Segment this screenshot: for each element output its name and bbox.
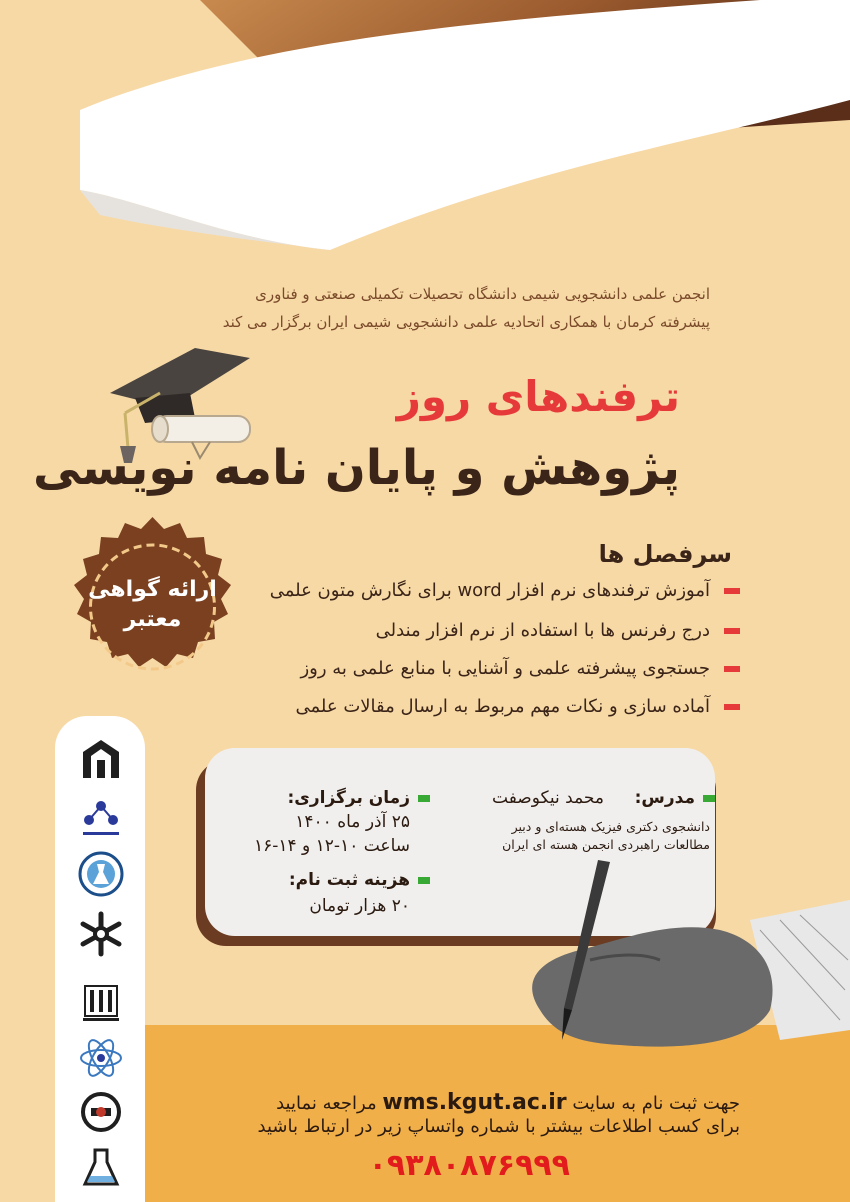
instructor-name: محمد نیکوصفت [492,788,604,808]
chapter-item [376,620,740,641]
event-hours: ساعت ۱۰-۱۲ و ۱۴-۱۶ [253,836,410,856]
registration-site-link[interactable]: wms.kgut.ac.ir [382,1090,567,1115]
intro-line-2: پیشرفته کرمان با همکاری اتحادیه علمی دانشجویی شیمی ایران برگزار می کند [222,313,710,331]
bullet-dash-icon [724,666,740,672]
registration-line-1 [276,1090,740,1115]
intro-text [150,280,710,336]
sponsor-logo-sidebar [55,716,145,1202]
title-line-1: ترفندهای روز [396,372,680,421]
snowflake-emblem-logo-icon [77,910,125,958]
hand-writing-pen-icon [500,860,850,1060]
chapter-text: درج رفرنس ها با استفاده از نرم افزار مندلی [375,620,710,641]
instructor-bio-line-1: دانشجوی دکتری فیزیک هسته‌ای و دبیر [511,819,710,834]
instructor-label-text: مدرس: [634,788,695,808]
registration-line-2: برای کسب اطلاعات بیشتر با شماره واتساپ زیر در ارتباط باشید [257,1116,740,1137]
fee-label [289,870,430,890]
kgut-university-logo-icon [77,734,125,782]
bullet-dash-icon [724,588,740,594]
bullet-dash-icon [724,704,740,710]
circle-emblem-logo-icon [77,1088,125,1136]
time-label-text: زمان برگزاری: [287,788,410,808]
atom-logo-icon [77,1034,125,1082]
registration-prefix: جهت ثبت نام به سایت [572,1093,740,1114]
chapters-heading: سرفصل ها [598,540,732,568]
chapter-item [296,696,740,717]
seal-line-2: معتبر [123,607,182,632]
event-date: ۲۵ آذر ماه ۱۴۰۰ [295,812,410,832]
library-building-logo-icon [77,978,125,1026]
bullet-square-icon [703,795,715,802]
instructor-label [635,788,715,808]
chapter-text: جستجوی پیشرفته علمی و آشنایی با منابع علمی به روز [300,658,710,679]
instructor-bio [502,818,710,854]
chapter-item [270,580,740,601]
fee-label-text: هزینه ثبت نام: [288,870,410,890]
chapter-text: آماده سازی و نکات مهم مربوط به ارسال مقالات علمی [295,696,710,717]
certificate-seal-text [60,575,245,635]
bullet-square-icon [418,877,430,884]
intro-line-1: انجمن علمی دانشجویی شیمی دانشگاه تحصیلات تکمیلی صنعتی و فناوری [255,285,710,303]
title-line-2: پژوهش و پایان نامه نویسی [32,440,680,496]
bullet-dash-icon [724,628,740,634]
chapter-text: آموزش ترفندهای نرم افزار word برای نگارش متون علمی [269,580,710,601]
fee-amount: ۲۰ هزار تومان [309,896,410,916]
chemistry-union-logo-icon [77,792,125,840]
lab-flask-logo-icon [77,1144,125,1192]
registration-suffix: مراجعه نمایید [276,1093,377,1114]
whatsapp-phone-number[interactable]: ۰۹۳۸۰۸۷۶۹۹۹ [368,1148,570,1183]
instructor-bio-line-2: مطالعات راهبردی انجمن هسته ای ایران [502,837,710,852]
seal-line-1: ارائه گواهی [88,577,217,602]
chemistry-association-round-logo-icon [77,850,125,898]
time-label [287,788,430,808]
chapter-item [300,658,740,679]
bullet-square-icon [418,795,430,802]
